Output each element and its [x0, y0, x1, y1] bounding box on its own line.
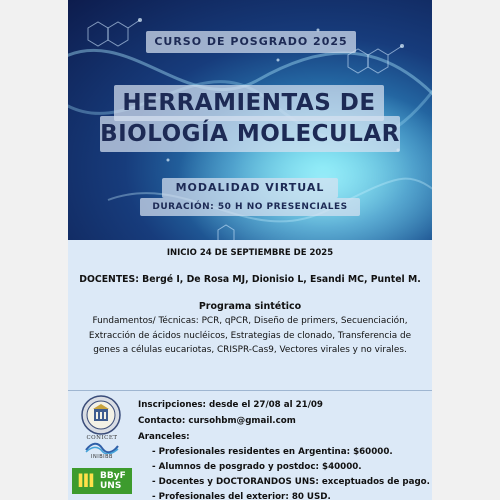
- bbyf-emblem-icon: Ⅲ: [77, 470, 95, 492]
- bbyf-uns-logo: [72, 468, 132, 494]
- hero-banner: [68, 0, 432, 240]
- title-line-2: BIOLOGÍA MOLECULAR: [100, 116, 400, 152]
- program-description: Fundamentos/ Técnicas: PCR, qPCR, Diseño de primers, Secuenciación, Extracción de ácidos nucléicos, Estrategias de clonado, Transferencia de genes a células eucariotas, CRISPR-Cas9, Vectores virales y no virales.: [88, 316, 412, 355]
- start-date: INICIO 24 DE SEPTIEMBRE DE 2025: [166, 248, 334, 258]
- teachers-list: DOCENTES: Bergé I, De Rosa MJ, Dionisio L, Esandi MC, Puntel M.: [79, 274, 421, 285]
- bbyf-line-1: BByF: [100, 471, 126, 481]
- title-line-1: HERRAMIENTAS DE: [114, 85, 384, 121]
- course-label: CURSO DE POSGRADO 2025: [146, 31, 356, 53]
- course-details: [68, 240, 432, 390]
- duration-label: DURACIÓN: 50 H NO PRESENCIALES: [140, 198, 360, 216]
- fee-item: - Profesionales residentes en Argentina: $60000.: [152, 447, 393, 457]
- contact-email[interactable]: Contacto: cursohbm@gmail.com: [138, 416, 296, 426]
- modality-label: MODALIDAD VIRTUAL: [162, 178, 338, 198]
- university-seal-icon: [81, 395, 121, 435]
- bbyf-line-2: UNS: [100, 481, 122, 491]
- fees-title: Aranceles:: [138, 432, 190, 442]
- program-title: Programa sintético: [198, 301, 302, 312]
- fee-item: - Docentes y DOCTORANDOS UNS: exceptuados de pago.: [152, 477, 430, 487]
- inibibb-logo: INIBIBB: [91, 454, 113, 460]
- conicet-logo: CONICET: [86, 435, 118, 441]
- course-poster: [68, 0, 432, 500]
- logo-column: [68, 390, 136, 500]
- fee-item: - Alumnos de posgrado y postdoc: $40000.: [152, 462, 362, 472]
- inibibb-wave-icon: [84, 442, 120, 454]
- registration-dates: Inscripciones: desde el 27/08 al 21/09: [138, 400, 323, 410]
- fee-item: - Profesionales del exterior: 80 USD.: [152, 492, 331, 500]
